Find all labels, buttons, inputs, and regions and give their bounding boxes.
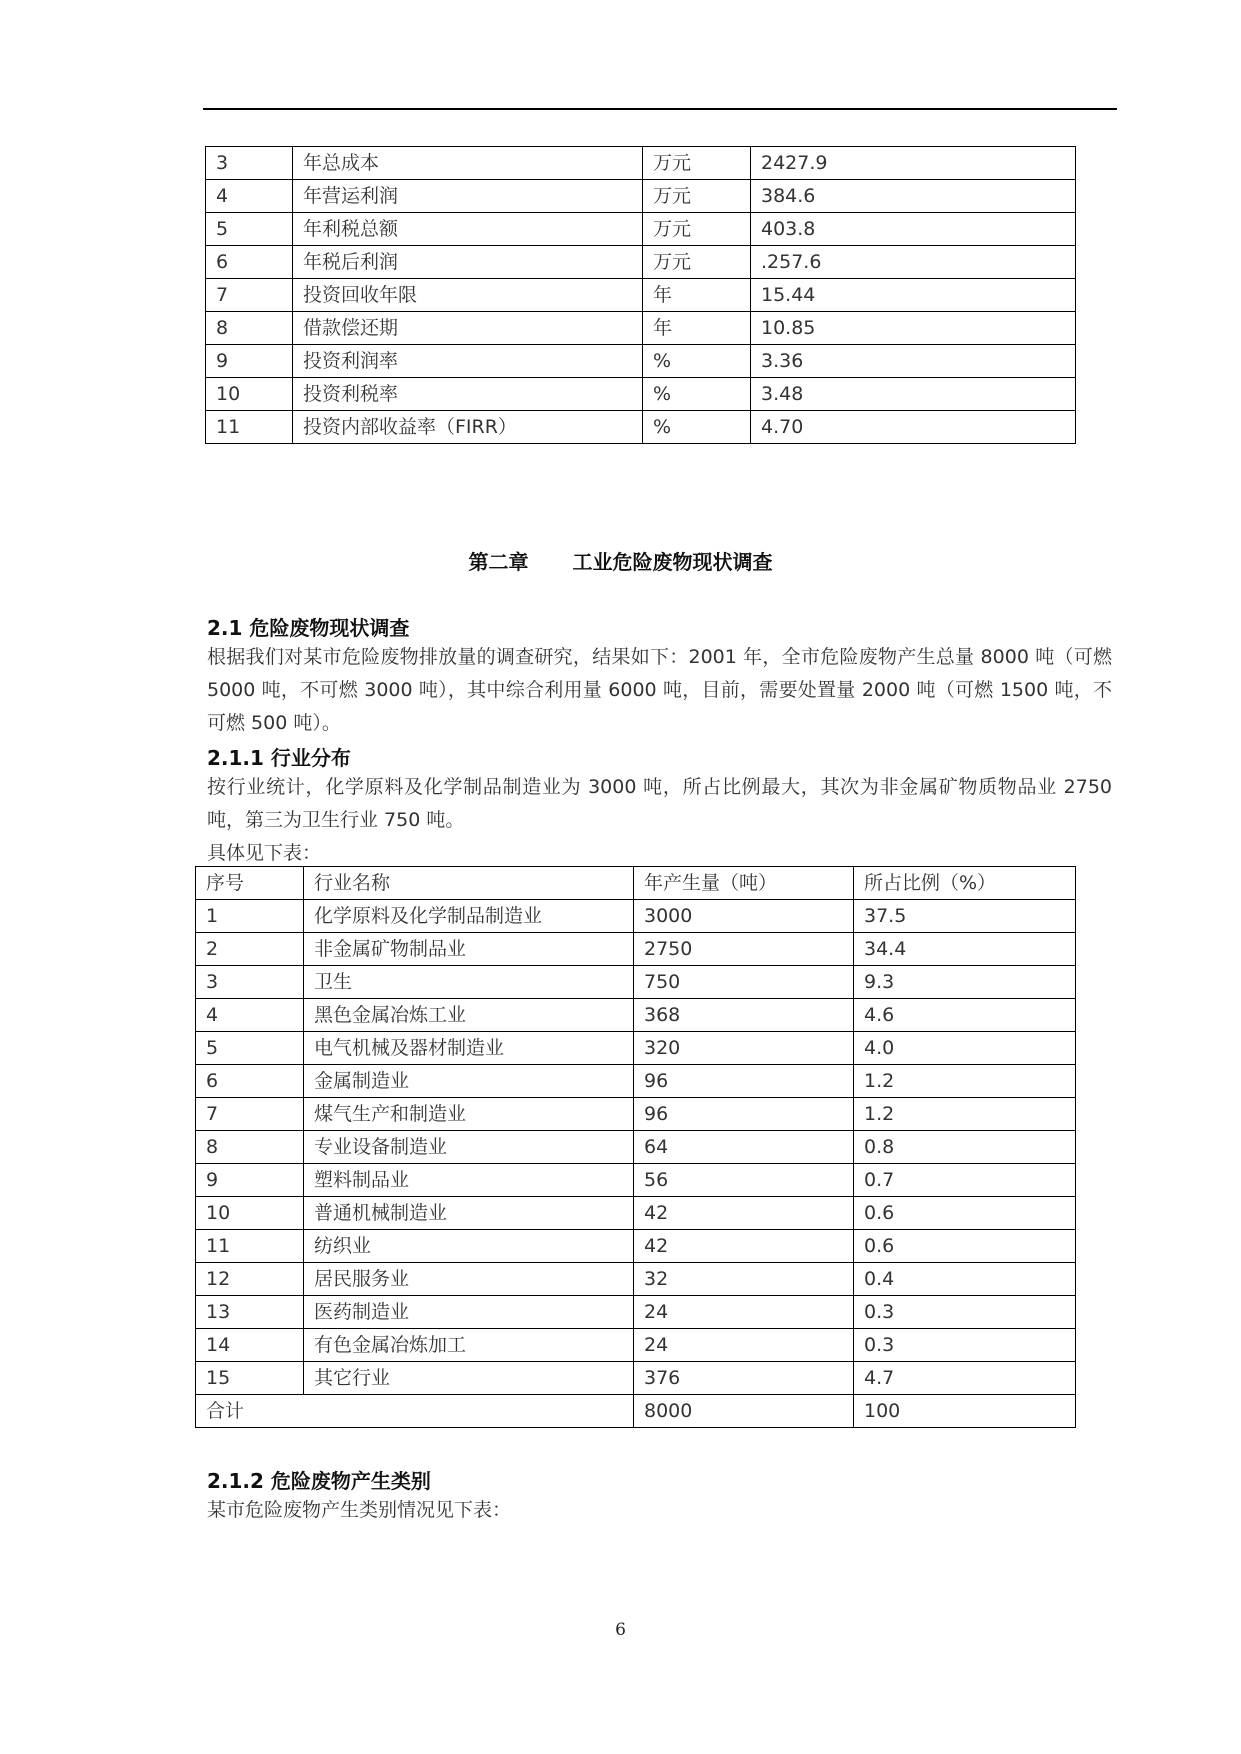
cell-name: 纺织业 — [304, 1230, 634, 1263]
cell-no: 6 — [196, 1065, 304, 1098]
cell-unit: 万元 — [643, 213, 751, 246]
cell-amount: 24 — [634, 1329, 854, 1362]
cell-name: 非金属矿物制品业 — [304, 933, 634, 966]
cell-ratio: 0.6 — [854, 1230, 1076, 1263]
section-2-1-2-paragraph: 某市危险废物产生类别情况见下表： — [207, 1499, 512, 1521]
section-2-1-heading: 2.1 危险废物现状调查 — [207, 616, 410, 640]
cell-no: 4 — [196, 999, 304, 1032]
cell-amount: 376 — [634, 1362, 854, 1395]
cell-amount: 24 — [634, 1296, 854, 1329]
cell-value: 403.8 — [751, 213, 1076, 246]
total-ratio: 100 — [854, 1395, 1076, 1428]
industry-row — [196, 1032, 1076, 1065]
summary-row — [206, 345, 1076, 378]
section-2-1-1-heading: 2.1.1 行业分布 — [207, 746, 351, 770]
cell-no: 13 — [196, 1296, 304, 1329]
cell-ratio: 0.8 — [854, 1131, 1076, 1164]
cell-ratio: 0.4 — [854, 1263, 1076, 1296]
cell-unit: 年 — [643, 312, 751, 345]
cell-ratio: 0.6 — [854, 1197, 1076, 1230]
cell-unit: 年 — [643, 279, 751, 312]
industry-row — [196, 1131, 1076, 1164]
cell-no: 14 — [196, 1329, 304, 1362]
cell-item: 年利税总额 — [293, 213, 643, 246]
cell-no: 9 — [196, 1164, 304, 1197]
cell-amount: 42 — [634, 1197, 854, 1230]
cell-amount: 368 — [634, 999, 854, 1032]
section-2-1-paragraph: 根据我们对某市危险废物排放量的调查研究，结果如下：2001 年，全市危险废物产生总量 8000 吨（可燃 5000 吨，不可燃 3000 吨），其中综合利用量 6000 吨，目前，需要处置量 2000 吨（可燃 1500 吨，不可燃 500 吨）。 — [207, 646, 1112, 734]
cell-name: 电气机械及器材制造业 — [304, 1032, 634, 1065]
cell-no: 8 — [196, 1131, 304, 1164]
cell-no: 15 — [196, 1362, 304, 1395]
cell-no: 3 — [206, 147, 293, 180]
summary-row — [206, 246, 1076, 279]
cell-value: .257.6 — [751, 246, 1076, 279]
cell-ratio: 4.6 — [854, 999, 1076, 1032]
cell-no: 7 — [196, 1098, 304, 1131]
cell-item: 借款偿还期 — [293, 312, 643, 345]
cell-amount: 32 — [634, 1263, 854, 1296]
cell-ratio: 4.7 — [854, 1362, 1076, 1395]
cell-ratio: 1.2 — [854, 1065, 1076, 1098]
industry-table-header — [196, 867, 1076, 900]
cell-name: 专业设备制造业 — [304, 1131, 634, 1164]
summary-row — [206, 279, 1076, 312]
cell-name: 塑料制品业 — [304, 1164, 634, 1197]
cell-no: 3 — [196, 966, 304, 999]
header-amount: 年产生量（吨） — [634, 867, 854, 900]
cell-no: 11 — [196, 1230, 304, 1263]
cell-value: 3.48 — [751, 378, 1076, 411]
cell-name: 居民服务业 — [304, 1263, 634, 1296]
industry-row — [196, 1329, 1076, 1362]
cell-no: 12 — [196, 1263, 304, 1296]
industry-row — [196, 1263, 1076, 1296]
cell-value: 384.6 — [751, 180, 1076, 213]
header-rule — [203, 108, 1117, 110]
cell-item: 年税后利润 — [293, 246, 643, 279]
industry-table — [195, 866, 1076, 1428]
cell-item: 年营运利润 — [293, 180, 643, 213]
cell-no: 7 — [206, 279, 293, 312]
cell-amount: 64 — [634, 1131, 854, 1164]
cell-amount: 42 — [634, 1230, 854, 1263]
total-amount: 8000 — [634, 1395, 854, 1428]
cell-value: 2427.9 — [751, 147, 1076, 180]
industry-row — [196, 1296, 1076, 1329]
cell-unit: % — [643, 411, 751, 444]
cell-amount: 56 — [634, 1164, 854, 1197]
industry-row — [196, 966, 1076, 999]
cell-name: 金属制造业 — [304, 1065, 634, 1098]
cell-item: 投资利税率 — [293, 378, 643, 411]
cell-ratio: 34.4 — [854, 933, 1076, 966]
total-label: 合计 — [196, 1395, 634, 1428]
cell-no: 11 — [206, 411, 293, 444]
industry-row — [196, 1197, 1076, 1230]
industry-row — [196, 1098, 1076, 1131]
industry-row — [196, 933, 1076, 966]
cell-name: 其它行业 — [304, 1362, 634, 1395]
section-2-1-2-heading: 2.1.2 危险废物产生类别 — [207, 1469, 431, 1493]
summary-row — [206, 378, 1076, 411]
cell-item: 投资利润率 — [293, 345, 643, 378]
cell-value: 15.44 — [751, 279, 1076, 312]
cell-no: 5 — [206, 213, 293, 246]
cell-amount: 3000 — [634, 900, 854, 933]
summary-row — [206, 213, 1076, 246]
cell-value: 3.36 — [751, 345, 1076, 378]
cell-ratio: 4.0 — [854, 1032, 1076, 1065]
cell-no: 10 — [206, 378, 293, 411]
cell-name: 煤气生产和制造业 — [304, 1098, 634, 1131]
section-2-1-1-paragraph: 按行业统计，化学原料及化学制品制造业为 3000 吨，所占比例最大，其次为非金属矿物质物品业 2750 吨，第三为卫生行业 750 吨。 — [207, 776, 1112, 831]
cell-no: 4 — [206, 180, 293, 213]
cell-no: 8 — [206, 312, 293, 345]
industry-row — [196, 1065, 1076, 1098]
cell-unit: 万元 — [643, 246, 751, 279]
cell-ratio: 1.2 — [854, 1098, 1076, 1131]
cell-ratio: 0.7 — [854, 1164, 1076, 1197]
chapter-title — [0, 546, 1241, 575]
cell-no: 10 — [196, 1197, 304, 1230]
header-name: 行业名称 — [304, 867, 634, 900]
cell-name: 医药制造业 — [304, 1296, 634, 1329]
summary-table — [205, 146, 1076, 444]
industry-row — [196, 1230, 1076, 1263]
cell-unit: 万元 — [643, 147, 751, 180]
chapter-number: 第二章 — [468, 550, 529, 574]
cell-value: 4.70 — [751, 411, 1076, 444]
cell-name: 普通机械制造业 — [304, 1197, 634, 1230]
cell-unit: % — [643, 378, 751, 411]
cell-item: 投资内部收益率（FIRR） — [293, 411, 643, 444]
cell-item: 年总成本 — [293, 147, 643, 180]
industry-row — [196, 999, 1076, 1032]
cell-item: 投资回收年限 — [293, 279, 643, 312]
cell-no: 9 — [206, 345, 293, 378]
industry-row — [196, 1362, 1076, 1395]
cell-amount: 96 — [634, 1065, 854, 1098]
cell-ratio: 0.3 — [854, 1329, 1076, 1362]
page-number: 6 — [615, 1620, 626, 1640]
header-no: 序号 — [196, 867, 304, 900]
cell-unit: 万元 — [643, 180, 751, 213]
cell-name: 卫生 — [304, 966, 634, 999]
cell-amount: 96 — [634, 1098, 854, 1131]
summary-row — [206, 147, 1076, 180]
cell-amount: 750 — [634, 966, 854, 999]
cell-value: 10.85 — [751, 312, 1076, 345]
cell-no: 1 — [196, 900, 304, 933]
industry-row — [196, 1164, 1076, 1197]
cell-ratio: 0.3 — [854, 1296, 1076, 1329]
cell-amount: 2750 — [634, 933, 854, 966]
cell-no: 2 — [196, 933, 304, 966]
summary-row — [206, 180, 1076, 213]
summary-table-body — [206, 147, 1076, 444]
summary-row — [206, 411, 1076, 444]
total-row — [196, 1395, 1076, 1428]
industry-table-body — [196, 900, 1076, 1395]
cell-ratio: 9.3 — [854, 966, 1076, 999]
header-ratio: 所占比例（%） — [854, 867, 1076, 900]
cell-unit: % — [643, 345, 751, 378]
cell-no: 5 — [196, 1032, 304, 1065]
industry-row — [196, 900, 1076, 933]
summary-row — [206, 312, 1076, 345]
cell-name: 黑色金属冶炼工业 — [304, 999, 634, 1032]
cell-no: 6 — [206, 246, 293, 279]
cell-amount: 320 — [634, 1032, 854, 1065]
chapter-heading: 工业危险废物现状调查 — [572, 550, 773, 574]
cell-name: 有色金属冶炼加工 — [304, 1329, 634, 1362]
table-intro: 具体见下表： — [207, 842, 322, 864]
cell-ratio: 37.5 — [854, 900, 1076, 933]
cell-name: 化学原料及化学制品制造业 — [304, 900, 634, 933]
